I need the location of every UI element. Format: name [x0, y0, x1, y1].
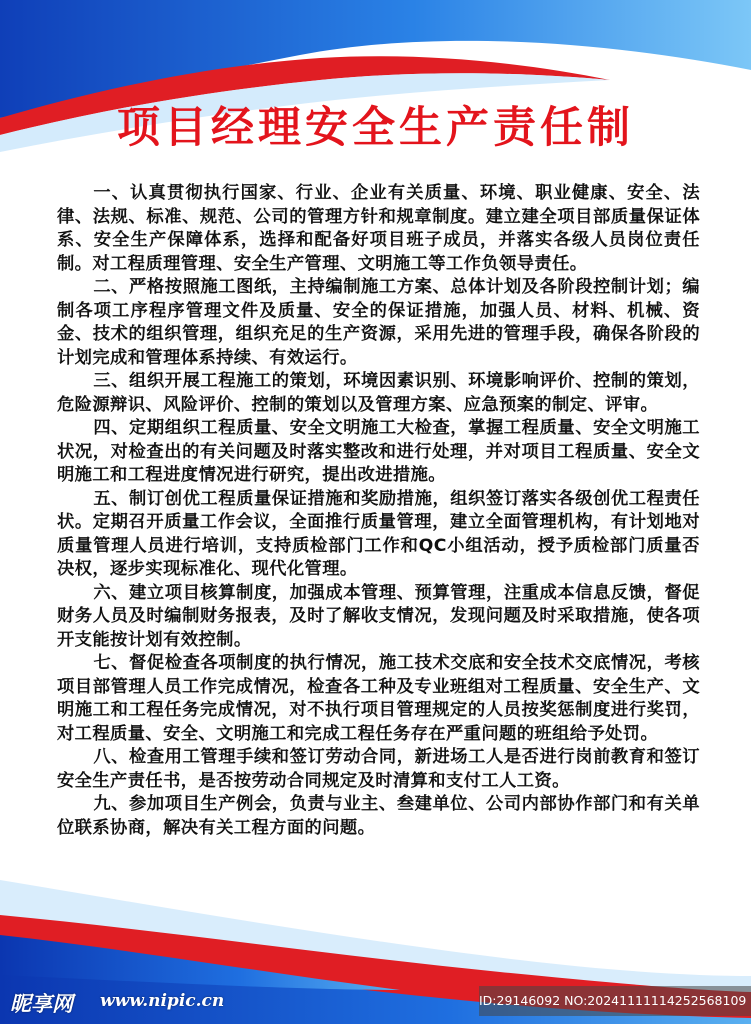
paragraph-9: 九、参加项目生产例会，负责与业主、叁建单位、公司内部协作部门和有关单位联系协商，解决有关工程方面的问题。: [57, 794, 700, 838]
paragraph-7: 七、督促检查各项制度的执行情况，施工技术交底和安全技术交底情况，考核项目部管理人员工作完成情况，检查各工种及专业班组对工程质量、安全生产、文明施工和工程任务完成情况，对不执行项目管理规定的人员按奖惩制度进行奖罚，对工程质量、安全、文明施工和完成工程任务存在严重问题的班组给予处罚。: [57, 653, 700, 744]
paragraph-3: 三、组织开展工程施工的策划，环境因素识别、环境影响评价、控制的策划，危险源辩识、风险评价、控制的策划以及管理方案、应急预案的制定、评审。: [57, 371, 700, 415]
page-title: 项目经理安全生产责任制: [117, 103, 634, 153]
paragraph-6: 六、建立项目核算制度，加强成本管理、预算管理，注重成本信息反馈，督促财务人员及时编制财务报表，及时了解收支情况，发现问题及时采取措施，使各项开支能按计划有效控制。: [57, 582, 700, 650]
paragraph-1: 一、认真贯彻执行国家、行业、企业有关质量、环境、职业健康、安全、法律、法规、标准、规范、公司的管理方针和规章制度。建立建全项目部质量保证体系、安全生产保障体系，选择和配备好项目班子成员，并落实各级人员岗位责任制。对工程质理管理、安全生产管理、文明施工等工作负领导责任。: [57, 183, 700, 274]
responsibility-list: [57, 182, 700, 840]
paragraph-4: 四、定期组织工程质量、安全文明施工大检查，掌握工程质量、安全文明施工状况，对检查出的有关问题及时落实整改和进行处理，并对项目工程质量、安全文明施工和工程进度情况进行研究，提出改进措施。: [57, 418, 700, 485]
watermark-id: ID:29146092 NO:20241111114252568109: [479, 986, 751, 1016]
watermark-logo: 昵享网: [10, 992, 73, 1016]
watermark-url: www.nipic.cn: [100, 991, 225, 1011]
paragraph-5: 五、制订创优工程质量保证措施和奖励措施，组织签订落实各级创优工程责任状。定期召开质量工作会议，全面推行质量管理，建立全面管理机构，有计划地对质量管理人员进行培训，支持质检部门工作和QC小组活动，授予质检部门质量否决权，逐步实现标准化、现代化管理。: [57, 488, 700, 579]
paragraph-8: 八、检查用工管理手续和签订劳动合同，新进场工人是否进行岗前教育和签订安全生产责任书，是否按劳动合同规定及时清算和支付工人工资。: [57, 747, 700, 791]
watermark-bar: [0, 978, 751, 1024]
paragraph-2: 二、严格按照施工图纸，主持编制施工方案、总体计划及各阶段控制计划；编制各项工序程序管理文件及质量、安全的保证措施，加强人员、材料、机械、资金、技术的组织管理，组织充足的生产资源，采用先进的管理手段，确保各阶段的计划完成和管理体系持续、有效运行。: [57, 277, 700, 368]
